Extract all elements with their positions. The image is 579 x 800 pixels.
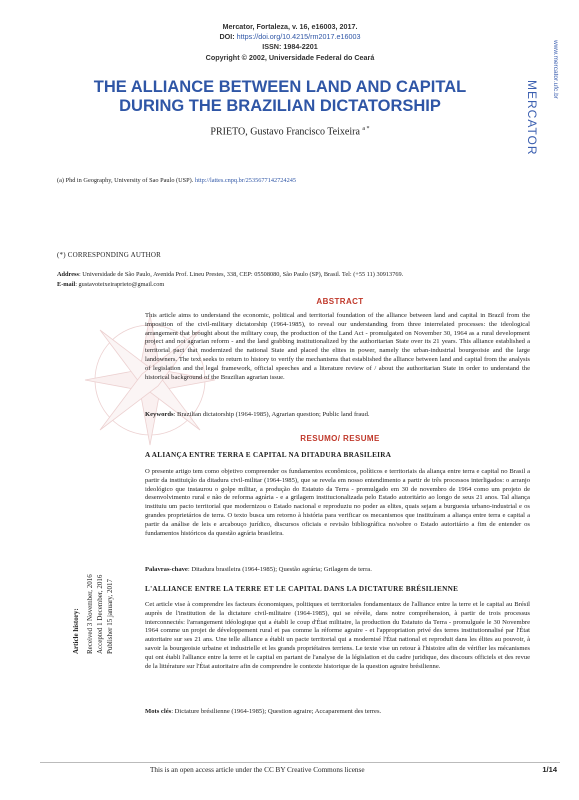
doi-line [150, 32, 430, 42]
abstract-keywords [145, 411, 530, 418]
author-superscript: a * [362, 126, 370, 132]
address-block [57, 270, 403, 290]
history-accepted: Accepted 1 December, 2016 [96, 574, 104, 654]
keywords-label: Keywords [145, 411, 174, 418]
article-title [40, 78, 520, 116]
corresponding-author-heading: (*) CORRESPONDING AUTHOR [57, 251, 161, 259]
email-label: E-mail [57, 281, 76, 288]
title-line-1: THE ALLIANCE BETWEEN LAND AND CAPITAL [93, 78, 467, 96]
history-title: Article history: [72, 608, 80, 654]
journal-logo [525, 10, 561, 156]
email-line [57, 280, 403, 290]
article-history [68, 574, 138, 660]
pt-title: A ALIANÇA ENTRE TERRA E CAPITAL NA DITADURA BRASILEIRA [145, 451, 392, 459]
issn: ISSN: 1984-2201 [262, 42, 318, 52]
address-line [57, 270, 403, 280]
author-line [150, 126, 430, 137]
address-label: Address [57, 271, 79, 278]
address-text: : Universidade de São Paulo, Avenida Prof. Lineu Prestes, 338, CEP: 05508080, São Paulo (SP), Brasil. Tel: (+55 11) 30913769. [78, 271, 404, 278]
fr-body: Cet article vise à comprendre les facteurs économiques, politiques et territoriales fondamentaux de l'alliance entre la terre et le capital au Brésil auprès de l'institution de la dictature civil-militaire (1964-1985), qui se révèle, dans notre compréhension, à partir de trois processus interconnectés: l'arrangement idéologique qui a établi le coup d'État militaire, la production du Estatuto da Terra - promulguée le 30 Novembre 1964 comme un projet de développement rural et pas comme la réforme agraire - et l'appropriation privé des terres institutionnalisé par l'État autoritaire sur ses 21 ans. Une telle alliance a établi un pacte territorial qui a modernisé l'État national et reproduit dans les élites au pouvoir, à savoir la bourgeoisie urbaine et industrielle et les grands propriétaires terriens. Le texte vise un retour à l'histoire afin de vérifier les mécanismes qui ont établi l'alliance entre la terre et le capital en partant de l'analyse de la législation et du cadre juridique, des discours officiels et des revue de la littérature sur l'État autoritaire afin de comprendre le contexte historique de la question agraire brésilienne. [145, 601, 530, 670]
fr-keywords-text: : Dictature brésilienne (1964-1985); Question agraire; Accaparement des terres. [171, 708, 382, 715]
pt-body: O presente artigo tem como objetivo compreender os fundamentos econômicos, políticos e territoriais da aliança entre terra e capital no Brasil a partir da instituição da ditadura civil-militar (1964-1985), que se revela em nosso entendimento a partir de três processos interligados: o arranjo ideológico que instaurou o golpe militar, a produção do Estatuto da Terra - promulgado em 30 de novembro de 1964 como um projeto de desenvolvimento rural e não de reforma agrária - e a grilagem institucionalizada pelo Estado autoritário ao longo de seus 21 anos. Tal aliança instituiu um pacto territorial que modernizou o Estado nacional e reproduziu no poder as elites, quais sejam a burguesia urbano-industrial e os grandes proprietários de terra. O texto busca um retorno à história para verificar os mecanismos que instituíram a aliança entre terra e capital a partir da análise de leis e arcabouço jurídico, discursos oficiais e revisão bibliográfica no/sobre o Estado autoritário a fim de entender os fundamentos históricos da questão agrária brasileira. [145, 468, 530, 537]
email-text: : gustavoteixeiraprieto@gmail.com [75, 281, 165, 288]
fr-keywords [145, 708, 530, 715]
copyright: Copyright © 2002, Universidade Federal do Ceará [205, 52, 375, 62]
doi-label: DOI: [219, 32, 235, 42]
pt-keywords [145, 566, 530, 573]
abstract-heading: ABSTRACT [316, 297, 364, 306]
affiliation-text: (a) Phd in Geography, University of Sao Paulo (USP). [57, 177, 194, 184]
resumo-heading: RESUMO/ RESUME [300, 434, 380, 443]
journal-brand-name: MERCATOR [525, 80, 539, 156]
keywords-text: : Brazilian dictatorship (1964-1985), Agrarian question; Public land fraud. [173, 411, 370, 418]
title-line-2: DURING THE BRAZILIAN DICTATORSHIP [119, 97, 441, 115]
license-text: This is an open access article under the CC BY Creative Commons license [150, 766, 365, 774]
history-received: Received 3 November, 2016 [86, 574, 94, 654]
author-name: PRIETO, Gustavo Francisco Teixeira [210, 126, 360, 138]
doi-link[interactable]: https://doi.org/10.4215/rm2017.e16003 [236, 32, 361, 42]
fr-title: L'ALLIANCE ENTRE LA TERRE ET LE CAPITAL DANS LA DICTATURE BRÉSILIENNE [145, 585, 459, 593]
pt-keywords-label: Palavras-chave [145, 566, 188, 573]
fr-keywords-label: Mots clés [145, 708, 172, 715]
pt-keywords-text: : Ditadura brasileira (1964-1985); Questão agrária; Grilagem de terra. [187, 566, 372, 573]
footer-divider [40, 762, 560, 763]
abstract-body: This article aims to understand the economic, political and territorial foundation of the alliance between land and capital in Brazil from the imposition of the civil-military dictatorship (1964-1985), to reveal our understanding from three interrelated processes: the ideological arrangement that brought about the military coup, the production of the Land Act - promulgated on November 30, 1964 as a rural development project and not agrarian reform - and the land grabbing institutionalized by the authoritarian State over its 21 years. This alliance established a territorial pact that modernized the national State and placed the elites in power, namely the urban-industrial bourgeoisie and the large landowners. The text seeks to return to history to verify the mechanisms that established the alliance between land and capital from the analysis of legislation and the legal framework, official speeches and a literature review of / about the authoritarian State in order to understand the historical background of the Brazilian agrarian issue. [145, 312, 530, 381]
history-published: Publisher 15 january, 2017 [106, 579, 114, 654]
lattes-link[interactable]: http://lattes.cnpq.br/2535677142724245 [194, 177, 297, 184]
affiliation [57, 177, 296, 184]
journal-header [150, 22, 430, 63]
page-number: 1/14 [542, 765, 557, 774]
journal-citation: Mercator, Fortaleza, v. 16, e16003, 2017. [222, 22, 358, 31]
journal-url[interactable]: www.mercator.ufc.br [552, 40, 559, 99]
